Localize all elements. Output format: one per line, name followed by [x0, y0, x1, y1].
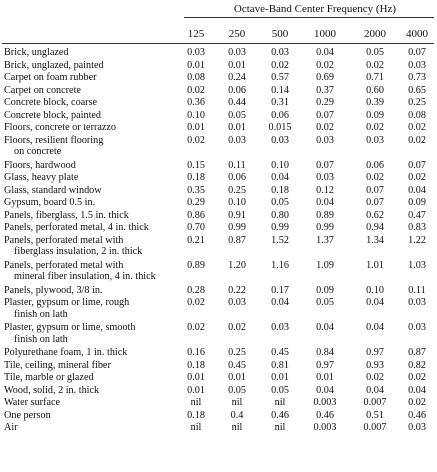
- coefficient-cell: 0.02: [408, 372, 426, 383]
- coefficient-cell: 0.81: [271, 359, 289, 371]
- coefficient-cell: 0.39: [366, 97, 384, 108]
- coefficient-cell: 0.06: [228, 84, 246, 96]
- coefficient-cell: 0.03: [228, 134, 246, 146]
- header-bottom-rule: [2, 43, 434, 44]
- material-name: Panels, perforated metal, 4 in. thick: [4, 222, 149, 233]
- material-name: One person: [4, 409, 51, 421]
- coefficient-cell: 0.01: [228, 372, 246, 383]
- coefficient-cell: 0.06: [228, 172, 246, 183]
- material-name: Concrete block, painted: [4, 109, 102, 121]
- material-name: Carpet on foam rubber: [4, 72, 97, 83]
- coefficient-cell: 0.25: [228, 347, 246, 358]
- coefficient-cell: 0.12: [316, 184, 334, 196]
- coefficient-cell: 0.87: [408, 347, 426, 358]
- coefficient-cell: 0.01: [271, 372, 289, 383]
- coefficient-cell: 1.09: [316, 259, 334, 271]
- coefficient-cell: 0.29: [187, 197, 205, 208]
- coefficient-cell: 0.02: [187, 84, 205, 96]
- coefficient-cell: 0.44: [228, 97, 246, 108]
- coefficient-cell: 0.06: [271, 109, 289, 121]
- coefficient-cell: nil: [190, 422, 202, 433]
- material-name-continuation: fiberglass insulation, 2 in. thick: [14, 246, 143, 258]
- coefficient-cell: 0.10: [187, 109, 205, 121]
- column-header-500: 500: [271, 28, 289, 40]
- coefficient-cell: 0.04: [408, 384, 426, 396]
- coefficient-cell: 0.05: [366, 47, 384, 58]
- coefficient-cell: 0.02: [271, 59, 289, 71]
- coefficient-cell: 0.94: [366, 222, 384, 233]
- coefficient-cell: 0.03: [228, 47, 246, 58]
- material-name: Brick, unglazed: [4, 47, 69, 58]
- coefficient-cell: 0.09: [316, 284, 334, 296]
- coefficient-cell: 0.14: [271, 84, 289, 96]
- coefficient-cell: 0.05: [316, 297, 334, 308]
- coefficient-cell: 0.02: [366, 122, 384, 133]
- column-header-1000: 1000: [314, 28, 336, 40]
- coefficient-cell: 1.01: [366, 259, 384, 271]
- coefficient-cell: 0.09: [366, 109, 384, 121]
- coefficient-cell: 0.03: [316, 134, 334, 146]
- frequency-super-header: Octave-Band Center Frequency (Hz): [233, 3, 397, 15]
- coefficient-cell: 0.89: [316, 209, 334, 221]
- coefficient-cell: 0.37: [316, 84, 334, 96]
- material-name: Gypsum, board 0.5 in.: [4, 197, 96, 208]
- coefficient-cell: 0.01: [316, 372, 334, 383]
- coefficient-cell: 0.04: [271, 172, 289, 183]
- header-top-rule: [184, 17, 434, 18]
- coefficient-cell: 0.18: [187, 409, 205, 421]
- coefficient-cell: 0.01: [228, 59, 246, 71]
- material-name-continuation: finish on lath: [14, 308, 68, 320]
- material-name: Panels, perforated metal with: [4, 259, 124, 271]
- coefficient-cell: 0.15: [187, 159, 205, 171]
- coefficient-cell: 1.22: [408, 234, 426, 246]
- coefficient-cell: 0.04: [316, 384, 334, 396]
- coefficient-cell: 0.007: [363, 422, 387, 433]
- coefficient-cell: 0.003: [313, 397, 337, 408]
- coefficient-cell: 1.37: [316, 234, 334, 246]
- coefficient-cell: 0.97: [366, 347, 384, 358]
- coefficient-cell: 0.73: [408, 72, 426, 83]
- coefficient-cell: 0.08: [187, 72, 205, 83]
- coefficient-cell: 0.18: [187, 359, 205, 371]
- coefficient-cell: nil: [274, 422, 286, 433]
- column-header-125: 125: [187, 28, 205, 40]
- coefficient-cell: 0.01: [187, 59, 205, 71]
- coefficient-cell: 0.69: [316, 72, 334, 83]
- coefficient-cell: 0.003: [313, 422, 337, 433]
- coefficient-cell: 0.04: [366, 297, 384, 308]
- coefficient-cell: 0.97: [316, 359, 334, 371]
- coefficient-cell: 0.65: [408, 84, 426, 96]
- coefficient-cell: 0.01: [187, 122, 205, 133]
- coefficient-cell: 0.04: [366, 322, 384, 333]
- coefficient-cell: 0.25: [228, 184, 246, 196]
- coefficient-cell: 0.01: [228, 122, 246, 133]
- material-name-continuation: on concrete: [14, 146, 62, 158]
- coefficient-cell: 0.93: [366, 359, 384, 371]
- material-name: Glass, standard window: [4, 184, 102, 196]
- coefficient-cell: 0.04: [366, 384, 384, 396]
- coefficient-cell: 0.18: [271, 184, 289, 196]
- coefficient-cell: nil: [231, 397, 243, 408]
- material-name: Brick, unglazed, painted: [4, 59, 104, 71]
- coefficient-cell: 0.02: [366, 372, 384, 383]
- material-name: Panels, perforated metal with: [4, 234, 124, 246]
- material-name: Tile, ceiling, mineral fiber: [4, 359, 111, 371]
- coefficient-cell: 0.05: [228, 384, 246, 396]
- coefficient-cell: 0.02: [408, 134, 426, 146]
- material-name: Floors, concrete or terrazzo: [4, 122, 117, 133]
- coefficient-cell: 0.46: [316, 409, 334, 421]
- material-name: Wood, solid, 2 in. thick: [4, 384, 100, 396]
- coefficient-cell: 0.16: [187, 347, 205, 358]
- coefficient-cell: 0.03: [408, 297, 426, 308]
- coefficient-cell: 0.46: [408, 409, 426, 421]
- coefficient-cell: 0.06: [366, 159, 384, 171]
- material-name: Polyurethane foam, 1 in. thick: [4, 347, 128, 358]
- coefficient-cell: 0.07: [316, 159, 334, 171]
- coefficient-cell: 0.03: [408, 59, 426, 71]
- coefficient-cell: 0.10: [271, 159, 289, 171]
- coefficient-cell: 0.02: [187, 322, 205, 333]
- coefficient-cell: 0.015: [268, 122, 292, 133]
- coefficient-cell: 0.07: [408, 159, 426, 171]
- coefficient-cell: 0.02: [366, 59, 384, 71]
- coefficient-cell: 0.87: [228, 234, 246, 246]
- coefficient-cell: 0.02: [408, 172, 426, 183]
- coefficient-cell: 0.80: [271, 209, 289, 221]
- coefficient-cell: 0.18: [187, 172, 205, 183]
- column-header-2000: 2000: [364, 28, 386, 40]
- coefficient-cell: 0.22: [228, 284, 246, 296]
- coefficient-cell: 0.17: [271, 284, 289, 296]
- material-name: Plaster, gypsum or lime, smooth: [4, 322, 136, 333]
- coefficient-cell: 0.10: [366, 284, 384, 296]
- material-name: Floors, resilient flooring: [4, 134, 104, 146]
- coefficient-cell: 0.02: [408, 397, 426, 408]
- coefficient-cell: 1.52: [271, 234, 289, 246]
- coefficient-cell: 0.25: [408, 97, 426, 108]
- coefficient-cell: 0.82: [408, 359, 426, 371]
- coefficient-cell: 0.02: [228, 322, 246, 333]
- material-name: Plaster, gypsum or lime, rough: [4, 297, 130, 308]
- coefficient-cell: 0.99: [271, 222, 289, 233]
- coefficient-cell: 0.05: [228, 109, 246, 121]
- coefficient-cell: 0.51: [366, 409, 384, 421]
- coefficient-cell: 0.07: [408, 47, 426, 58]
- coefficient-cell: 0.28: [187, 284, 205, 296]
- coefficient-cell: 0.03: [316, 172, 334, 183]
- coefficient-cell: 0.03: [271, 322, 289, 333]
- coefficient-cell: 0.03: [271, 134, 289, 146]
- coefficient-cell: 0.05: [271, 197, 289, 208]
- material-name: Concrete block, coarse: [4, 97, 98, 108]
- material-name: Floors, hardwood: [4, 159, 76, 171]
- coefficient-cell: 0.70: [187, 222, 205, 233]
- coefficient-cell: 0.57: [271, 72, 289, 83]
- coefficient-cell: 0.45: [228, 359, 246, 371]
- coefficient-cell: 0.02: [316, 59, 334, 71]
- material-name: Air: [4, 422, 18, 433]
- coefficient-cell: 0.03: [271, 47, 289, 58]
- coefficient-cell: 0.11: [228, 159, 246, 171]
- coefficient-cell: 0.99: [228, 222, 246, 233]
- coefficient-cell: 0.45: [271, 347, 289, 358]
- coefficient-cell: 0.03: [408, 422, 426, 433]
- coefficient-cell: 1.20: [228, 259, 246, 271]
- material-name: Tile, marble or glazed: [4, 372, 94, 383]
- material-name: Glass, heavy plate: [4, 172, 79, 183]
- coefficient-cell: 0.83: [408, 222, 426, 233]
- coefficient-cell: 0.86: [187, 209, 205, 221]
- material-name: Carpet on concrete: [4, 84, 81, 96]
- material-name: Water surface: [4, 397, 61, 408]
- coefficient-cell: 0.04: [316, 197, 334, 208]
- coefficient-cell: 0.71: [366, 72, 384, 83]
- coefficient-cell: 0.47: [408, 209, 426, 221]
- coefficient-cell: 0.09: [408, 197, 426, 208]
- coefficient-cell: 0.04: [271, 297, 289, 308]
- coefficient-cell: 0.03: [187, 47, 205, 58]
- coefficient-cell: nil: [274, 397, 286, 408]
- coefficient-cell: 0.60: [366, 84, 384, 96]
- coefficient-cell: 0.21: [187, 234, 205, 246]
- column-header-250: 250: [228, 28, 246, 40]
- coefficient-cell: 0.89: [187, 259, 205, 271]
- material-name: Panels, plywood, 3/8 in.: [4, 284, 103, 296]
- coefficient-cell: 0.91: [228, 209, 246, 221]
- coefficient-cell: 1.16: [271, 259, 289, 271]
- coefficient-cell: 0.11: [408, 284, 426, 296]
- coefficient-cell: 0.31: [271, 97, 289, 108]
- material-name-continuation: mineral fiber insulation, 4 in. thick: [14, 271, 156, 283]
- coefficient-cell: nil: [231, 422, 243, 433]
- coefficient-cell: 0.04: [316, 322, 334, 333]
- coefficient-cell: 1.03: [408, 259, 426, 271]
- coefficient-cell: 0.84: [316, 347, 334, 358]
- material-name-continuation: finish on lath: [14, 333, 68, 345]
- coefficient-cell: 0.62: [366, 209, 384, 221]
- coefficient-cell: 0.10: [228, 197, 246, 208]
- material-name: Panels, fiberglass, 1.5 in. thick: [4, 209, 129, 221]
- coefficient-cell: 0.05: [271, 384, 289, 396]
- coefficient-cell: 0.02: [366, 172, 384, 183]
- coefficient-cell: 0.03: [228, 297, 246, 308]
- coefficient-cell: 0.36: [187, 97, 205, 108]
- coefficient-cell: 0.04: [408, 184, 426, 196]
- coefficient-cell: 0.04: [316, 47, 334, 58]
- coefficient-cell: 0.46: [271, 409, 289, 421]
- coefficient-cell: 0.07: [366, 184, 384, 196]
- coefficient-cell: 0.02: [187, 134, 205, 146]
- coefficient-cell: 0.29: [316, 97, 334, 108]
- column-header-4000: 4000: [406, 28, 428, 40]
- coefficient-cell: 0.02: [408, 122, 426, 133]
- coefficient-cell: 0.01: [187, 372, 205, 383]
- coefficient-cell: 0.03: [408, 322, 426, 333]
- coefficient-cell: 0.07: [316, 109, 334, 121]
- coefficient-cell: 0.07: [366, 197, 384, 208]
- coefficient-cell: 0.24: [228, 72, 246, 83]
- coefficient-cell: 0.01: [187, 384, 205, 396]
- coefficient-cell: 0.02: [316, 122, 334, 133]
- coefficient-cell: 1.34: [366, 234, 384, 246]
- coefficient-cell: nil: [190, 397, 202, 408]
- coefficient-cell: 0.4: [230, 409, 244, 421]
- coefficient-cell: 0.99: [316, 222, 334, 233]
- coefficient-cell: 0.03: [366, 134, 384, 146]
- coefficient-cell: 0.02: [187, 297, 205, 308]
- coefficient-cell: 0.007: [363, 397, 387, 408]
- coefficient-cell: 0.08: [408, 109, 426, 121]
- coefficient-cell: 0.35: [187, 184, 205, 196]
